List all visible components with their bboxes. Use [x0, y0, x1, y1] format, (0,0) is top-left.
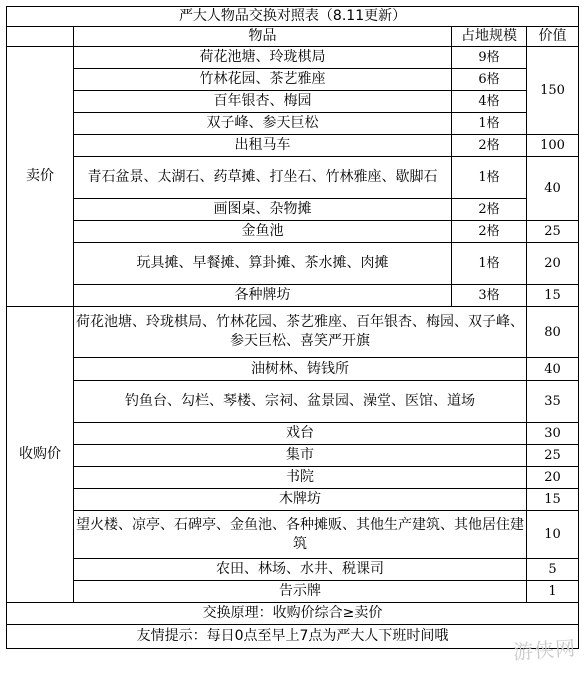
sell-value: 25	[527, 221, 579, 243]
sell-area: 4格	[452, 91, 527, 113]
table-row	[7, 221, 579, 243]
footer-row	[7, 603, 579, 625]
buy-value: 40	[527, 358, 579, 381]
table-row	[7, 69, 579, 91]
sell-area: 1格	[452, 243, 527, 285]
table-row	[7, 581, 579, 603]
buy-item: 告示牌	[74, 581, 527, 603]
sell-item: 出租马车	[74, 135, 452, 157]
sell-area: 2格	[452, 221, 527, 243]
header-value: 价值	[527, 27, 579, 47]
buy-value: 10	[527, 511, 579, 559]
table-row	[7, 381, 579, 423]
sell-value: 20	[527, 243, 579, 285]
sell-area: 2格	[452, 135, 527, 157]
sell-area: 6格	[452, 69, 527, 91]
buy-item: 集市	[74, 445, 527, 467]
table-title: 严大人物品交换对照表（8.11更新）	[7, 7, 579, 27]
table-row	[7, 285, 579, 307]
sell-area: 1格	[452, 157, 527, 199]
table-row	[7, 467, 579, 489]
buy-item: 农田、林场、水井、税课司	[74, 559, 527, 581]
table-row	[7, 243, 579, 285]
sell-item: 各种牌坊	[74, 285, 452, 307]
header-item: 物品	[74, 27, 452, 47]
buy-value: 80	[527, 307, 579, 358]
table-row	[7, 199, 579, 221]
buy-value: 25	[527, 445, 579, 467]
sell-item: 青石盆景、太湖石、药草摊、打坐石、竹林雅座、歇脚石	[74, 157, 452, 199]
buy-value: 1	[527, 581, 579, 603]
exchange-table	[6, 6, 579, 649]
table-row	[7, 511, 579, 559]
buy-value: 20	[527, 467, 579, 489]
buy-value: 35	[527, 381, 579, 423]
buy-item: 书院	[74, 467, 527, 489]
sell-item: 画图桌、杂物摊	[74, 199, 452, 221]
table-row	[7, 157, 579, 199]
buy-category-label: 收购价	[7, 307, 74, 603]
friendly-tip: 友情提示：每日0点至早上7点为严大人下班时间哦	[7, 625, 579, 649]
buy-item: 望火楼、凉亭、石碑亭、金鱼池、各种摊贩、其他生产建筑、其他居住建筑	[74, 511, 527, 559]
sell-value-group: 40	[527, 157, 579, 221]
table-row	[7, 47, 579, 69]
header-area: 占地规模	[452, 27, 527, 47]
table-row	[7, 423, 579, 445]
header-row	[7, 27, 579, 47]
buy-item: 钓鱼台、勾栏、琴楼、宗祠、盆景园、澡堂、医馆、道场	[74, 381, 527, 423]
table-row	[7, 307, 579, 358]
sell-area: 9格	[452, 47, 527, 69]
header-blank	[7, 27, 74, 47]
sell-value-group: 150	[527, 47, 579, 135]
sell-item: 双子峰、参天巨松	[74, 113, 452, 135]
table-row	[7, 559, 579, 581]
buy-item: 油树林、铸钱所	[74, 358, 527, 381]
sell-value: 15	[527, 285, 579, 307]
table-row	[7, 489, 579, 511]
buy-value: 5	[527, 559, 579, 581]
sell-item: 金鱼池	[74, 221, 452, 243]
footer-row	[7, 625, 579, 649]
buy-value: 15	[527, 489, 579, 511]
sell-value: 100	[527, 135, 579, 157]
sell-item: 玩具摊、早餐摊、算卦摊、茶水摊、肉摊	[74, 243, 452, 285]
table-row	[7, 91, 579, 113]
buy-item: 木牌坊	[74, 489, 527, 511]
table-row	[7, 445, 579, 467]
sell-area: 3格	[452, 285, 527, 307]
sell-area: 2格	[452, 199, 527, 221]
site-watermark: 游侠网	[512, 635, 577, 665]
buy-value: 30	[527, 423, 579, 445]
sell-item: 荷花池塘、玲珑棋局	[74, 47, 452, 69]
table-row	[7, 135, 579, 157]
exchange-principle: 交换原理：收购价综合≥卖价	[7, 603, 579, 625]
sell-category-label: 卖价	[7, 47, 74, 307]
title-row	[7, 7, 579, 27]
buy-item: 荷花池塘、玲珑棋局、竹林花园、茶艺雅座、百年银杏、梅园、双子峰、参天巨松、喜笑严开旗	[74, 307, 527, 358]
table-row	[7, 113, 579, 135]
sell-item: 竹林花园、茶艺雅座	[74, 69, 452, 91]
table-row	[7, 358, 579, 381]
buy-item: 戏台	[74, 423, 527, 445]
sell-item: 百年银杏、梅园	[74, 91, 452, 113]
sell-area: 1格	[452, 113, 527, 135]
